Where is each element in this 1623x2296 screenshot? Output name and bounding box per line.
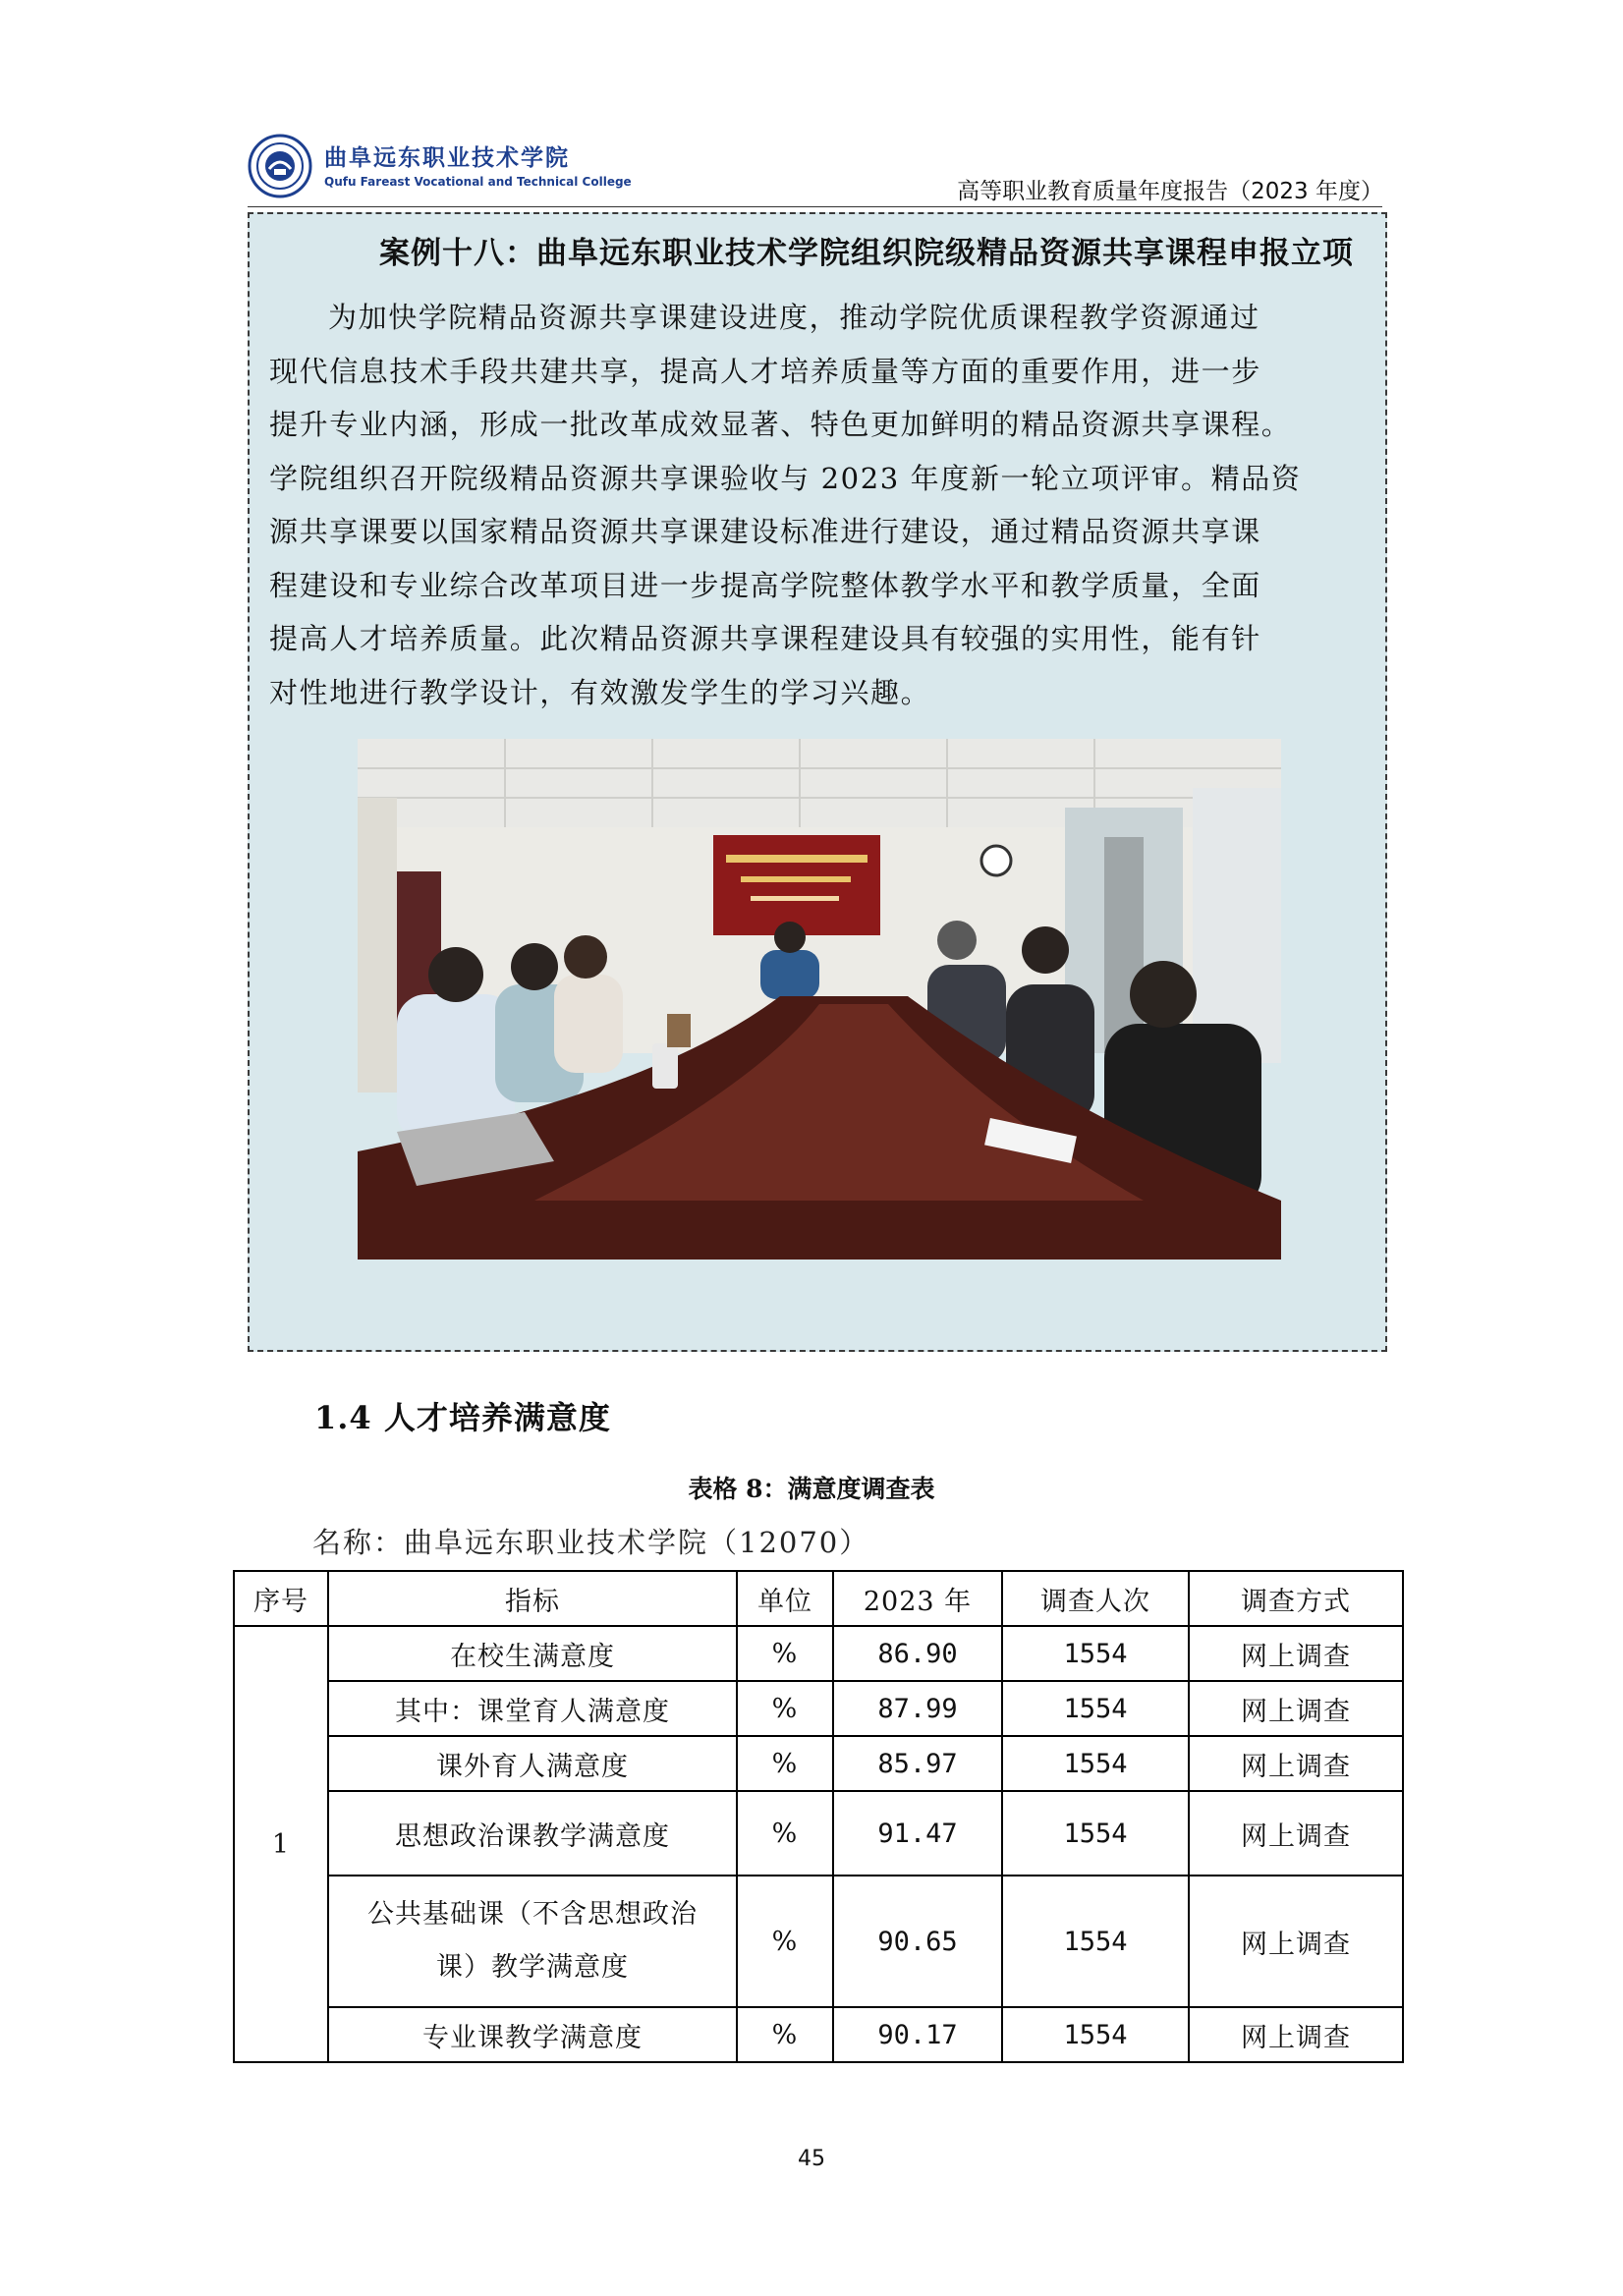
case-paragraph-line: 现代信息技术手段共建共享，提高人才培养质量等方面的重要作用，进一步 <box>269 354 1261 388</box>
section-heading: 1.4 人才培养满意度 <box>314 1399 611 1436</box>
logo-chinese-name: 曲阜远东职业技术学院 <box>324 144 570 171</box>
table-row <box>234 1876 1403 2007</box>
case-paragraph-line: 学院组织召开院级精品资源共享课验收与 2023 年度新一轮立项评审。精品资 <box>269 461 1302 495</box>
unit-cell: % <box>737 1626 833 1681</box>
case-body <box>269 291 1370 719</box>
indicator-line: 公共基础课（不含思想政治 <box>367 1899 698 1930</box>
indicator-cell: 专业课教学满意度 <box>328 2007 737 2062</box>
count-cell: 1554 <box>1002 1736 1189 1791</box>
indicator-cell: 其中：课堂育人满意度 <box>328 1681 737 1736</box>
header-cell: 序号 <box>234 1571 328 1626</box>
header-cell: 单位 <box>737 1571 833 1626</box>
count-cell: 1554 <box>1002 1876 1189 2007</box>
table-name: 名称：曲阜远东职业技术学院（12070） <box>312 1526 870 1559</box>
report-title: 高等职业教育质量年度报告（2023 年度） <box>957 179 1383 204</box>
method-cell: 网上调查 <box>1189 1681 1403 1736</box>
meeting-photo <box>358 739 1281 1260</box>
header-cell: 2023 年 <box>833 1571 1002 1626</box>
method-cell: 网上调查 <box>1189 2007 1403 2062</box>
method-cell: 网上调查 <box>1189 1876 1403 2007</box>
value-cell: 86.90 <box>833 1626 1002 1681</box>
count-cell: 1554 <box>1002 1626 1189 1681</box>
table-row <box>234 1791 1403 1876</box>
college-emblem-icon <box>248 134 312 198</box>
unit-cell: % <box>737 1736 833 1791</box>
case-study-box <box>248 212 1387 1352</box>
count-cell: 1554 <box>1002 1681 1189 1736</box>
count-cell: 1554 <box>1002 1791 1189 1876</box>
case-paragraph-line: 提升专业内涵，形成一批改革成效显著、特色更加鲜明的精品资源共享课程。 <box>269 408 1292 441</box>
indicator-cell <box>328 1876 737 2007</box>
method-cell: 网上调查 <box>1189 1791 1403 1876</box>
value-cell: 90.17 <box>833 2007 1002 2062</box>
indicator-cell: 在校生满意度 <box>328 1626 737 1681</box>
case-paragraph-line: 程建设和专业综合改革项目进一步提高学院整体教学水平和教学质量，全面 <box>269 568 1261 602</box>
unit-cell: % <box>737 1681 833 1736</box>
indicator-cell: 思想政治课教学满意度 <box>328 1791 737 1876</box>
page-number: 45 <box>798 2147 825 2171</box>
header-cell: 调查人次 <box>1002 1571 1189 1626</box>
header-divider <box>248 206 1382 207</box>
method-cell: 网上调查 <box>1189 1736 1403 1791</box>
case-paragraph-line: 提高人才培养质量。此次精品资源共享课程建设具有较强的实用性，能有针 <box>269 622 1261 655</box>
table-row <box>234 1736 1403 1791</box>
group-number-cell: 1 <box>234 1626 328 2062</box>
value-cell: 85.97 <box>833 1736 1002 1791</box>
unit-cell: % <box>737 1876 833 2007</box>
case-title: 案例十八：曲阜远东职业技术学院组织院级精品资源共享课程申报立项 <box>379 236 1354 271</box>
case-paragraph-line: 对性地进行教学设计，有效激发学生的学习兴趣。 <box>269 675 931 709</box>
table-row <box>234 1681 1403 1736</box>
table-row <box>234 1626 1403 1681</box>
case-paragraph-line: 为加快学院精品资源共享课建设进度，推动学院优质课程教学资源通过 <box>328 301 1260 334</box>
college-logo <box>248 134 632 198</box>
indicator-cell: 课外育人满意度 <box>328 1736 737 1791</box>
count-cell: 1554 <box>1002 2007 1189 2062</box>
value-cell: 87.99 <box>833 1681 1002 1736</box>
table-caption: 表格 8：满意度调查表 <box>688 1475 935 1503</box>
indicator-line: 课）教学满意度 <box>436 1952 629 1983</box>
value-cell: 91.47 <box>833 1791 1002 1876</box>
header-cell: 调查方式 <box>1189 1571 1403 1626</box>
value-cell: 90.65 <box>833 1876 1002 2007</box>
unit-cell: % <box>737 2007 833 2062</box>
table-header-row <box>234 1571 1403 1626</box>
unit-cell: % <box>737 1791 833 1876</box>
satisfaction-table <box>233 1570 1404 2063</box>
method-cell: 网上调查 <box>1189 1626 1403 1681</box>
header-cell: 指标 <box>328 1571 737 1626</box>
case-paragraph-line: 源共享课要以国家精品资源共享课建设标准进行建设，通过精品资源共享课 <box>269 515 1261 548</box>
table-row <box>234 2007 1403 2062</box>
logo-english-name: Qufu Fareast Vocational and Technical College <box>324 175 632 189</box>
